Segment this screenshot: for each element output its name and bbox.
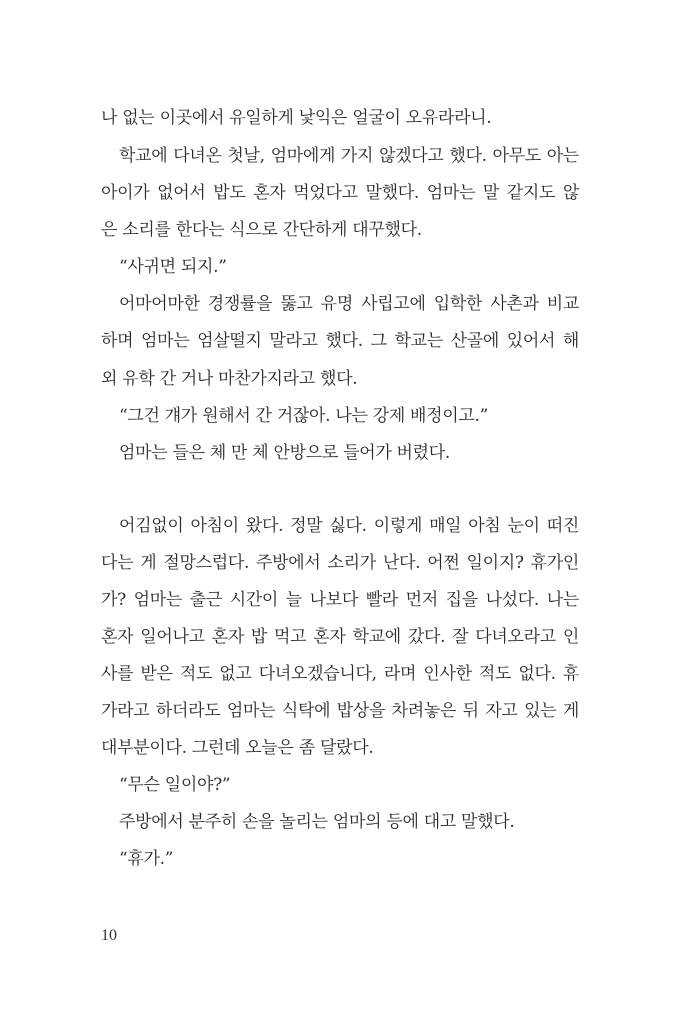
text-line: 어김없이 아침이 왔다. 정말 싫다. 이렇게 매일 아침 눈이 떠진	[119, 516, 579, 536]
text-line: 주방에서 분주히 손을 놀리는 엄마의 등에 대고 말했다.	[119, 812, 515, 832]
text-line: 은 소리를 한다는 식으로 간단하게 대꾸했다.	[101, 220, 422, 240]
text-line: 다는 게 절망스럽다. 주방에서 소리가 난다. 어쩐 일이지? 휴가인	[101, 553, 579, 573]
text-line: 외 유학 간 거나 마찬가지라고 했다.	[101, 369, 358, 389]
page-number: 10	[101, 927, 117, 944]
dialogue-line: “사귀면 되지.”	[119, 257, 227, 277]
dialogue-line: “무슨 일이야?”	[119, 775, 231, 795]
text-line: 가라고 하더라도 엄마는 식탁에 밥상을 차려놓은 뒤 자고 있는 게	[101, 701, 579, 721]
dialogue-line: “그건 걔가 원해서 간 거잖아. 나는 강제 배정이고.”	[119, 406, 489, 426]
text-line: 엄마는 들은 체 만 체 안방으로 들어가 버렸다.	[119, 443, 451, 463]
text-line: 나 없는 이곳에서 유일하게 낯익은 얼굴이 오유라라니.	[101, 108, 492, 128]
text-line: 어마어마한 경쟁률을 뚫고 유명 사립고에 입학한 사촌과 비교	[119, 294, 579, 314]
text-line: 사를 받은 적도 없고 다녀오겠습니다, 라며 인사한 적도 없다. 휴	[101, 664, 579, 684]
text-line: 학교에 다녀온 첫날, 엄마에게 가지 않겠다고 했다. 아무도 아는	[119, 146, 579, 166]
text-line: 아이가 없어서 밥도 혼자 먹었다고 말했다. 엄마는 말 같지도 않	[101, 183, 579, 203]
text-line: 가? 엄마는 출근 시간이 늘 나보다 빨라 먼저 집을 나섰다. 나는	[101, 590, 579, 610]
text-line: 대부분이다. 그런데 오늘은 좀 달랐다.	[101, 738, 374, 758]
dialogue-line: “휴가.”	[119, 849, 174, 869]
text-line: 하며 엄마는 엄살떨지 말라고 했다. 그 학교는 산골에 있어서 해	[101, 331, 579, 351]
text-line: 혼자 일어나고 혼자 밥 먹고 혼자 학교에 갔다. 잘 다녀오라고 인	[101, 627, 579, 647]
